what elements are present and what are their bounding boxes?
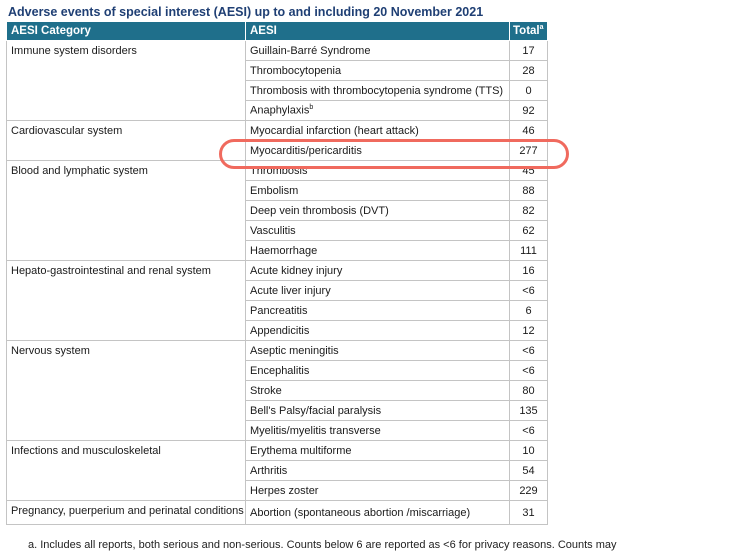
table-header-row [7, 22, 548, 41]
aesi-label: Pancreatitis [250, 304, 308, 317]
aesi-cell [246, 81, 510, 101]
total-cell: 17 [510, 41, 548, 61]
total-cell: 6 [510, 301, 548, 321]
aesi-cell [246, 221, 510, 241]
category-cell: Nervous system [7, 341, 246, 441]
aesi-table [6, 21, 548, 525]
total-cell: <6 [510, 341, 548, 361]
aesi-cell [246, 161, 510, 181]
aesi-cell [246, 141, 510, 161]
aesi-cell [246, 341, 510, 361]
header-total [510, 22, 548, 41]
total-cell: 88 [510, 181, 548, 201]
aesi-label: Embolism [250, 184, 299, 197]
total-cell: 82 [510, 201, 548, 221]
total-cell: 92 [510, 101, 548, 121]
aesi-cell [246, 241, 510, 261]
aesi-cell [246, 501, 510, 525]
aesi-cell [246, 441, 510, 461]
category-cell: Immune system disorders [7, 41, 246, 121]
table-row [7, 161, 548, 181]
category-cell: Cardiovascular system [7, 121, 246, 161]
aesi-label: Aseptic meningitis [250, 344, 339, 357]
category-cell: Hepato-gastrointestinal and renal system [7, 261, 246, 341]
aesi-label: Thrombocytopenia [250, 64, 342, 77]
aesi-label: Appendicitis [250, 324, 310, 337]
aesi-label: Deep vein thrombosis (DVT) [250, 204, 389, 217]
total-cell: 10 [510, 441, 548, 461]
aesi-cell [246, 181, 510, 201]
aesi-cell [246, 201, 510, 221]
aesi-label: Haemorrhage [250, 244, 318, 257]
category-cell: Blood and lymphatic system [7, 161, 246, 261]
aesi-label: Vasculitis [250, 224, 296, 237]
header-total-footnote-mark: a [539, 24, 544, 31]
aesi-label: Erythema multiforme [250, 444, 352, 457]
aesi-cell [246, 61, 510, 81]
total-cell: 62 [510, 221, 548, 241]
category-cell: Infections and musculoskeletal [7, 441, 246, 501]
table-title: Adverse events of special interest (AESI) up to and including 20 November 2021 [8, 5, 484, 19]
aesi-cell [246, 421, 510, 441]
total-cell: 229 [510, 481, 548, 501]
aesi-cell [246, 281, 510, 301]
table-row [7, 41, 548, 61]
aesi-cell [246, 41, 510, 61]
aesi-cell [246, 121, 510, 141]
aesi-label: Anaphylaxis [250, 104, 310, 117]
total-cell: 0 [510, 81, 548, 101]
footnote: a. Includes all reports, both serious and non-serious. Counts below 6 are reported as <6 for privacy reasons. Counts may [28, 539, 617, 551]
aesi-label: Myelitis/myelitis transverse [250, 424, 381, 437]
category-cell: Pregnancy, puerperium and perinatal conditions [7, 501, 246, 525]
aesi-label: Guillain-Barré Syndrome [250, 44, 371, 57]
table-row [7, 341, 548, 361]
aesi-label: Herpes zoster [250, 484, 319, 497]
aesi-label: Acute liver injury [250, 284, 331, 297]
total-cell: 135 [510, 401, 548, 421]
table-row [7, 501, 548, 525]
table-row [7, 261, 548, 281]
header-aesi: AESI [246, 22, 510, 41]
total-cell: 111 [510, 241, 548, 261]
total-cell: 54 [510, 461, 548, 481]
total-cell: 45 [510, 161, 548, 181]
aesi-cell [246, 261, 510, 281]
aesi-label: Stroke [250, 384, 282, 397]
aesi-cell [246, 361, 510, 381]
total-cell: <6 [510, 281, 548, 301]
aesi-label: Myocarditis/pericarditis [250, 144, 362, 157]
header-category: AESI Category [7, 22, 246, 41]
header-total-label: Total [513, 25, 540, 37]
total-cell: 12 [510, 321, 548, 341]
aesi-cell [246, 381, 510, 401]
aesi-cell [246, 481, 510, 501]
aesi-label: Acute kidney injury [250, 264, 343, 277]
total-cell: 46 [510, 121, 548, 141]
aesi-label: Myocardial infarction (heart attack) [250, 124, 419, 137]
aesi-cell [246, 461, 510, 481]
aesi-cell [246, 101, 510, 121]
total-cell: 80 [510, 381, 548, 401]
aesi-cell [246, 301, 510, 321]
total-cell: 28 [510, 61, 548, 81]
table-row [7, 441, 548, 461]
aesi-cell [246, 401, 510, 421]
table-row [7, 121, 548, 141]
aesi-label: Encephalitis [250, 364, 310, 377]
aesi-label: Arthritis [250, 464, 288, 477]
aesi-footnote-mark: b [309, 104, 314, 112]
table-body [7, 41, 548, 525]
aesi-label: Bell's Palsy/facial paralysis [250, 404, 382, 417]
aesi-label: Thrombosis [250, 164, 308, 177]
aesi-label: Thrombosis with thrombocytopenia syndrome (TTS) [250, 84, 504, 97]
aesi-cell [246, 321, 510, 341]
total-cell: 31 [510, 501, 548, 525]
total-cell: <6 [510, 421, 548, 441]
total-cell: <6 [510, 361, 548, 381]
aesi-label: Abortion (spontaneous abortion /miscarriage) [250, 506, 471, 519]
total-cell: 16 [510, 261, 548, 281]
total-cell: 277 [510, 141, 548, 161]
